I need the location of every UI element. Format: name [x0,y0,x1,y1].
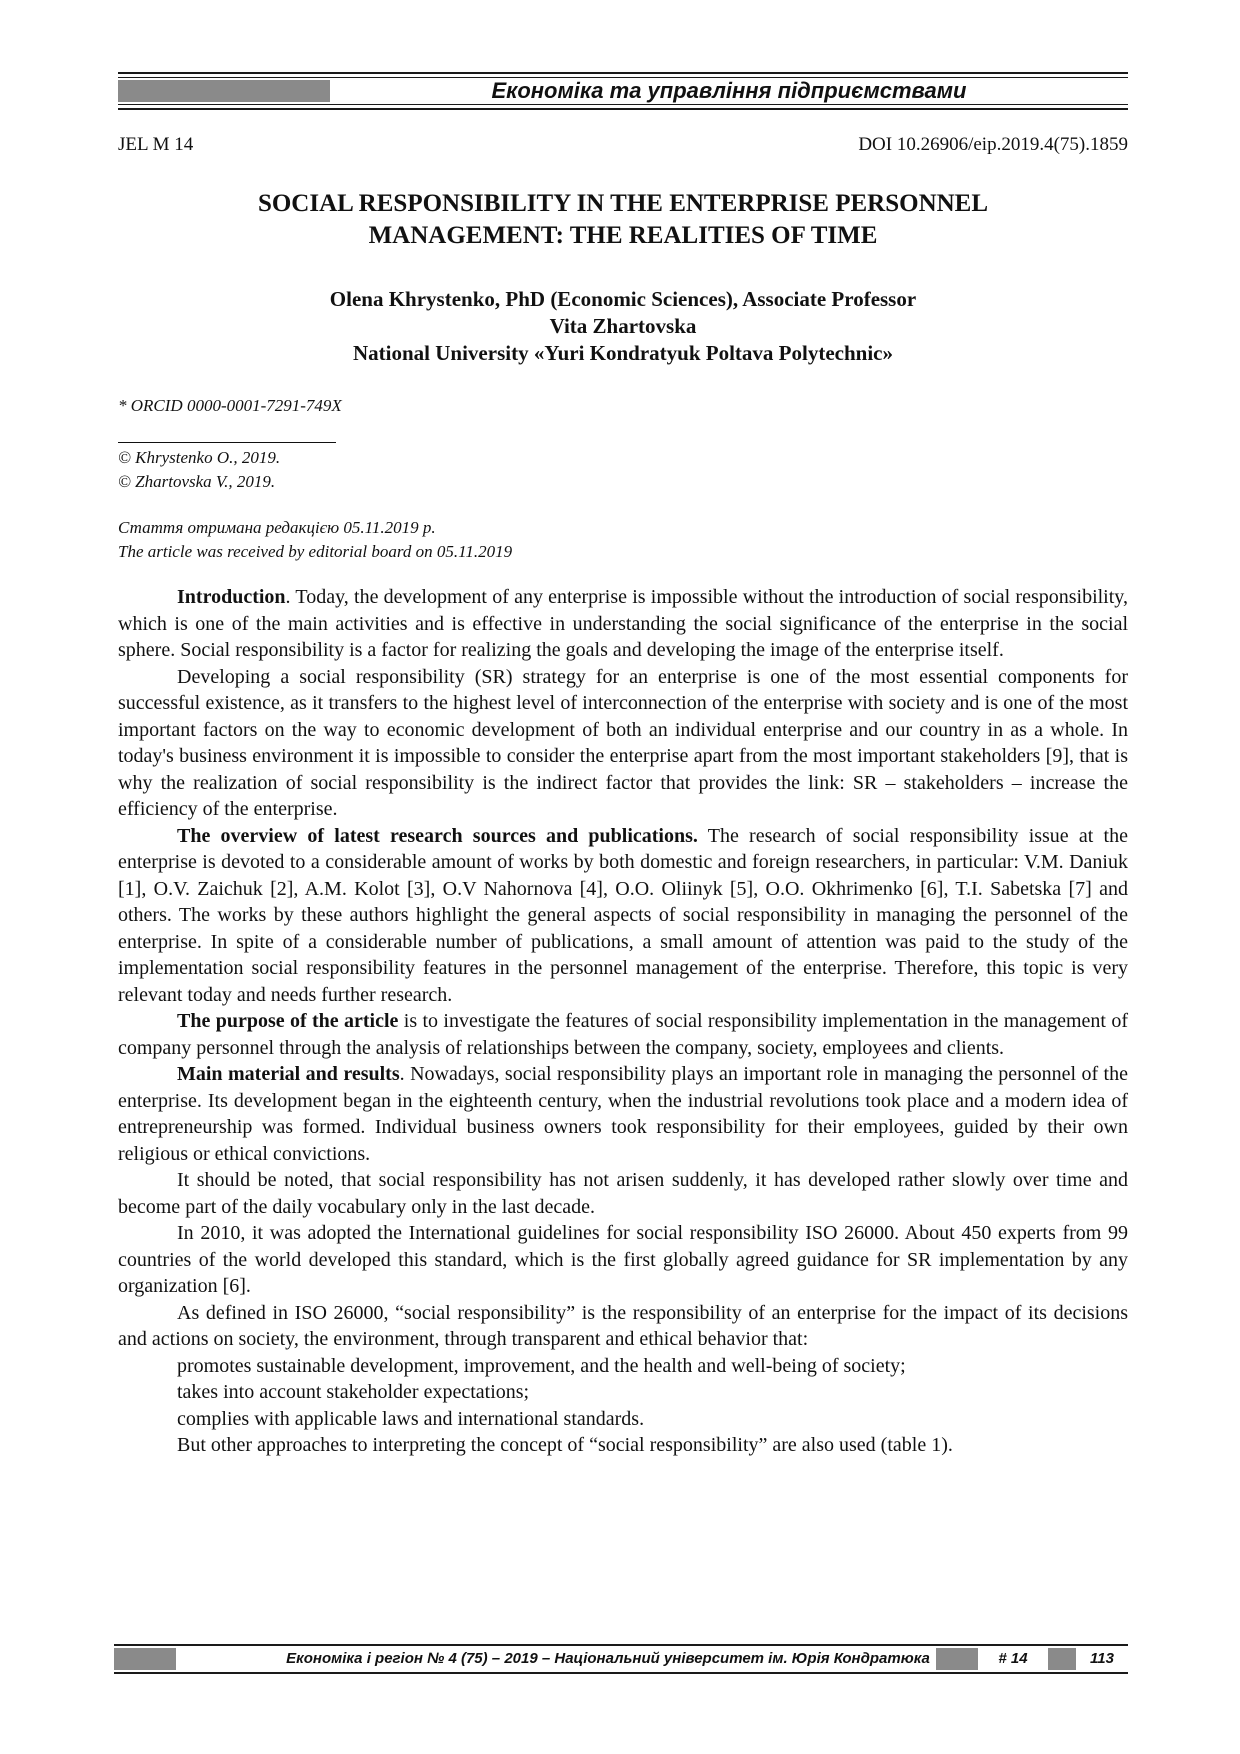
list-item: complies with applicable laws and international standards. [177,1407,645,1430]
doi: DOI 10.26906/eip.2019.4(75).1859 [858,134,1128,155]
author-1: Olena Khrystenko, PhD (Economic Sciences), Associate Professor [329,287,917,311]
author-2: Vita Zhartovska [549,314,697,338]
heading-purpose: The purpose of the article [177,1010,399,1032]
footnote-rule [118,442,336,443]
article-meta [118,134,1128,160]
journal-section-title: Економіка та управління підприємствами [491,78,967,103]
affiliation: National University «Yuri Kondratyuk Poltava Polytechnic» [353,341,893,365]
footer-issue: # 14 [998,1650,1028,1667]
article-body [118,584,1128,1459]
list-item: promotes sustainable development, improvement, and the health and well-being of society; [177,1354,906,1377]
heading-introduction: Introduction [177,586,286,608]
running-header [118,72,1128,110]
footer-gray-block-left [114,1648,176,1670]
page-number: 113 [1090,1650,1114,1667]
article-title [118,188,1128,252]
copyright-1: © Khrystenko O., 2019. [118,448,281,467]
paragraph-purpose: The purpose of the article is to investigate the features of social responsibility implementation in the management of company personnel through the analysis of relationships between the company, society, employees and clients. [118,1010,1128,1059]
paragraph-overview: The overview of latest research sources and publications. The research of social responsibility issue at the enterprise is devoted to a considerable amount of works by both domestic and foreign researchers, in particular: V.M. Daniuk [1], O.V. Zaichuk [2], A.M. Kolot [3], O.V Nahornova [4], O.O. Oliinyk [5], O.O. Okhrimenko [6], T.I. Sabetska [7] and others. The works by these authors highlight the general aspects of social responsibility in managing the personnel of the enterprise. In spite of a considerable number of publications, a small amount of attention was paid to the study of the implementation social responsibility features in the personnel management of the enterprise. Therefore, this topic is very relevant today and needs further research. [118,824,1128,1006]
title-line-2: MANAGEMENT: THE REALITIES OF TIME [368,222,878,249]
paragraph-introduction: Introduction. Today, the development of any enterprise is impossible without the introduction of social responsibility, which is one of the main activities and is effective in understanding the social significance of the enterprise in the social sphere. Social responsibility is a factor for realizing the goals and developing the image of the enterprise itself. [118,586,1128,661]
footer-gray-block-mid [936,1648,978,1670]
paragraph-strategy: Developing a social responsibility (SR) strategy for an enterprise is one of the most essential components for successful existence, as it transfers to the highest level of interconnection of the enterprise with society and is one of the most important factors on the way to economic development of both an individual enterprise and our country in as a whole. In today's business environment it is impossible to consider the enterprise apart from the most important stakeholders [9], that is why the realization of social responsibility is the indirect factor that provides the link: SR – stakeholders – increase the efficiency of the enterprise. [118,665,1128,820]
running-footer [114,1644,1128,1674]
orcid: * ORCID 0000-0001-7291-749X [118,396,342,415]
received-ua: Стаття отримана редакцією 05.11.2019 р. [118,518,436,537]
paragraph-definition: As defined in ISO 26000, “social responsibility” is the responsibility of an enterprise for the impact of its decisions and actions on society, the environment, through transparent and ethical behavior that: [118,1301,1128,1350]
title-line-1: SOCIAL RESPONSIBILITY IN THE ENTERPRISE PERSONNEL [257,190,989,217]
copyright-2: © Zhartovska V., 2019. [118,472,276,491]
footer-journal: Економіка і регіон № 4 (75) – 2019 – Національний університет ім. Юрія Кондратюка [286,1650,930,1667]
received-block [118,516,512,564]
paragraph-other-approaches: But other approaches to interpreting the concept of “social responsibility” are also used (table 1). [177,1434,953,1456]
footer-gray-block-right [1048,1648,1076,1670]
list-item: takes into account stakeholder expectations; [177,1381,530,1403]
paragraph-main-material: Main material and results. Nowadays, social responsibility plays an important role in managing the personnel of the enterprise. Its development began in the eighteenth century, when the industrial revolutions took place and a modern idea of entrepreneurship was formed. Individual business owners took responsibility for their employees, guided by their own religious or ethical convictions. [118,1063,1128,1165]
received-en: The article was received by editorial board on 05.11.2019 [118,542,513,561]
copyright-block [118,446,280,494]
heading-overview: The overview of latest research sources and publications. [177,824,698,847]
paragraph-iso: In 2010, it was adopted the International guidelines for social responsibility ISO 26000. About 450 experts from 99 countries of the world developed this standard, which is the first globally agreed guidance for SR implementation by any organization [6]. [118,1222,1128,1297]
author-block [118,286,1128,367]
paragraph-history: It should be noted, that social responsibility has not arisen suddenly, it has developed rather slowly over time and become part of the daily vocabulary only in the last decade. [118,1169,1128,1218]
heading-main-material: Main material and results [177,1063,400,1085]
header-gray-block [118,80,330,102]
jel-code: JEL M 14 [118,134,194,155]
